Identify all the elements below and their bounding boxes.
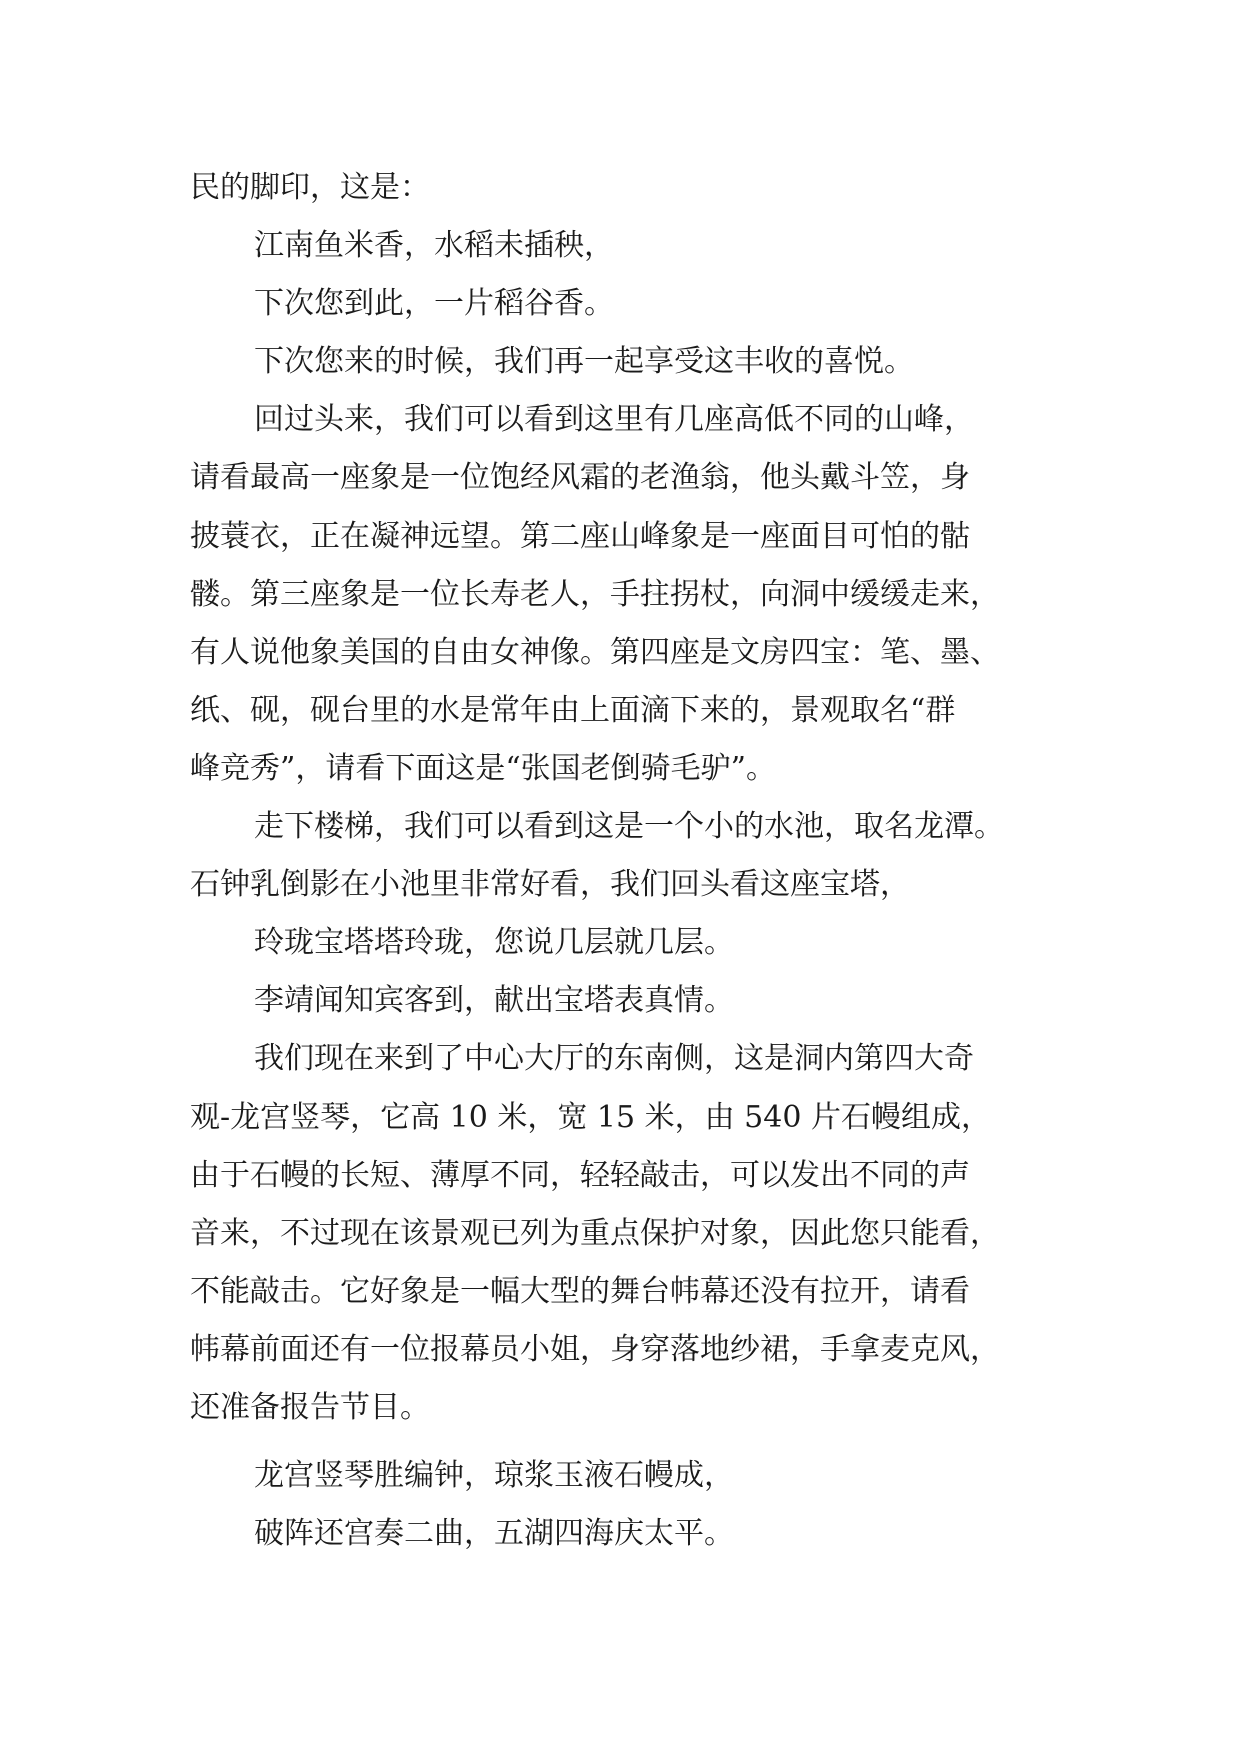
text-line: 音来，不过现在该景观已列为重点保护对象，因此您只能看， [190,1215,1000,1251]
text-line: 不能敲击。它好象是一幅大型的舞台帏幕还没有拉开，请看 [190,1273,970,1309]
text-line: 还准备报告节目。 [190,1389,430,1425]
body-text [190,159,1050,1563]
verse-line: 李靖闻知宾客到，献出宝塔表真情。 [254,983,734,1019]
verse-line: 下次您到此，一片稻谷香。 [254,286,614,322]
text-line: 石钟乳倒影在小池里非常好看，我们回头看这座宝塔， [190,867,910,903]
text-line: 有人说他象美国的自由女神像。第四座是文房四宝：笔、墨、 [190,634,1000,670]
paragraph-first-line: 下次您来的时候，我们再一起享受这丰收的喜悦。 [254,344,914,380]
paragraph-first-line: 回过头来，我们可以看到这里有几座高低不同的山峰， [254,402,974,438]
text-line: 请看最高一座象是一位饱经风霜的老渔翁，他头戴斗笠，身 [190,460,970,496]
text-line: 峰竞秀”，请看下面这是“张国老倒骑毛驴”。 [190,750,777,786]
text-line: 披蓑衣，正在凝神远望。第二座山峰象是一座面目可怕的骷 [190,518,970,554]
text-line: 由于石幔的长短、薄厚不同，轻轻敲击，可以发出不同的声 [190,1157,970,1193]
text-line: 民的脚印，这是： [190,170,430,205]
text-line: 帏幕前面还有一位报幕员小姐，身穿落地纱裙，手拿麦克风， [190,1331,1000,1367]
text-line: 纸、砚，砚台里的水是常年由上面滴下来的，景观取名“群 [190,692,956,728]
verse-line: 破阵还宫奏二曲，五湖四海庆太平。 [254,1516,734,1552]
verse-line: 玲珑宝塔塔玲珑，您说几层就几层。 [254,925,734,961]
verse-line: 龙宫竖琴胜编钟，琼浆玉液石幔成， [254,1458,734,1494]
paragraph-first-line: 走下楼梯，我们可以看到这是一个小的水池，取名龙潭。 [254,809,1004,845]
paragraph-first-line: 我们现在来到了中心大厅的东南侧，这是洞内第四大奇 [254,1041,974,1077]
text-line: 观-龙宫竖琴，它高 10 米，宽 15 米，由 540 片石幔组成， [190,1099,991,1135]
text-line: 髅。第三座象是一位长寿老人，手拄拐杖，向洞中缓缓走来， [190,576,1000,612]
verse-line: 江南鱼米香，水稻未插秧， [254,228,614,264]
